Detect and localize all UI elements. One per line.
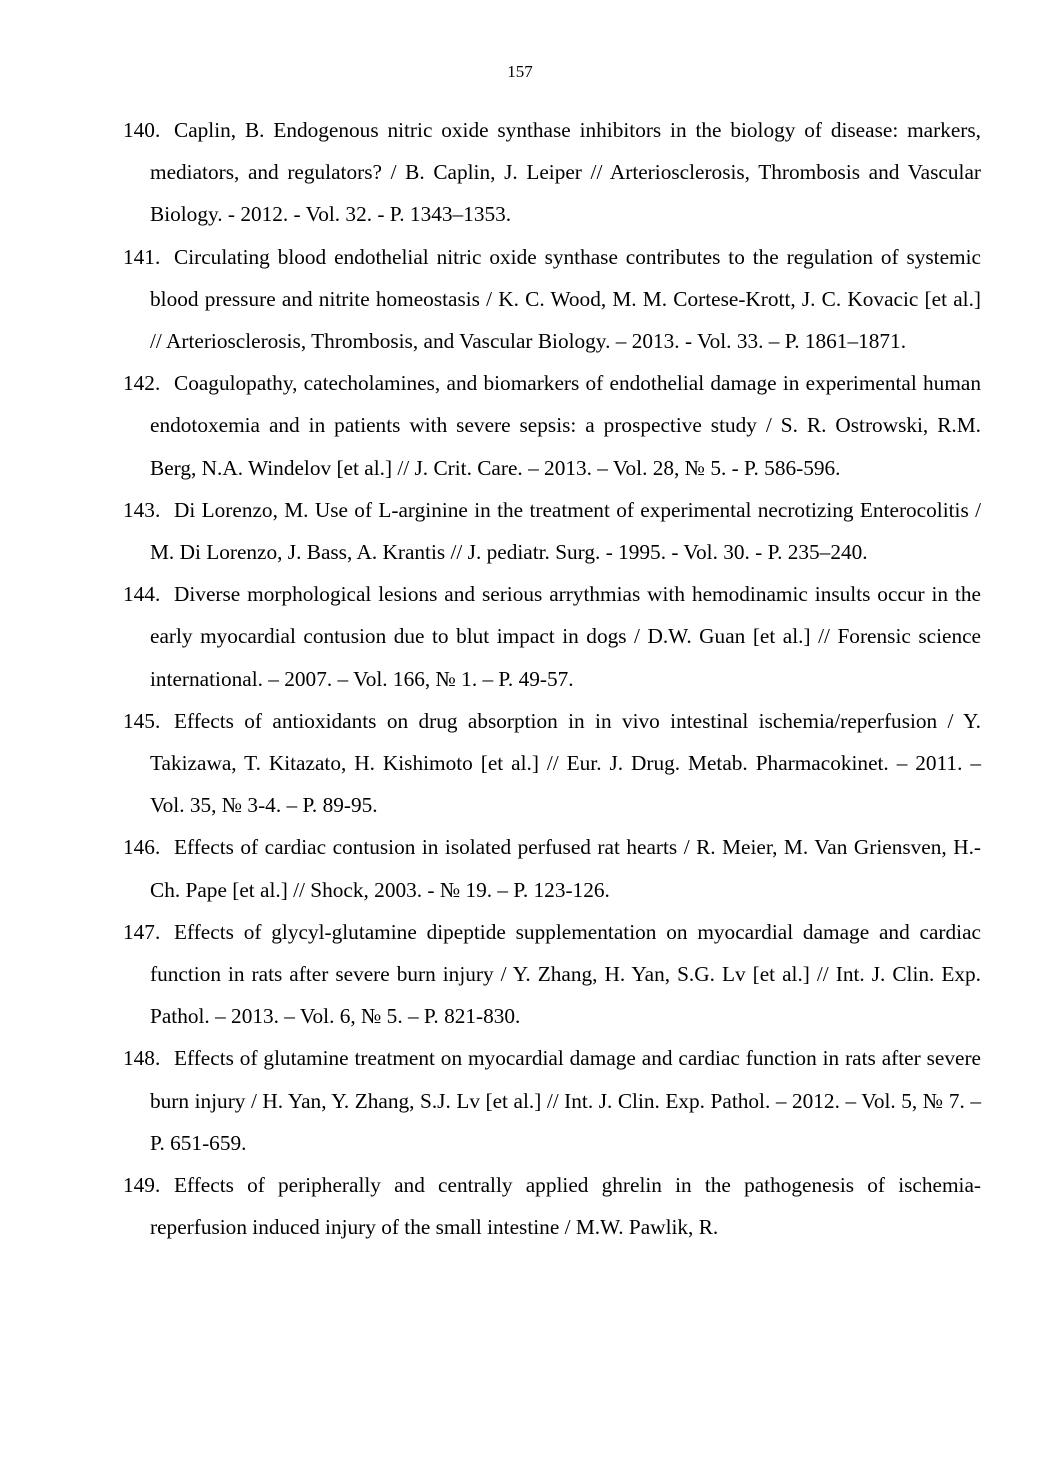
reference-list — [123, 109, 981, 1248]
reference-text: Coagulopathy, catecholamines, and biomarkers of endothelial damage in experimental human endotoxemia and in patients with severe sepsis: a prospective study / S. R. Ostrowski, R.M. Berg, N.A. Windelov [et al.] // J. Crit. Care. – 2013. – Vol. 28, № 5. - P. 586-596. — [150, 371, 981, 480]
reference-text: Effects of cardiac contusion in isolated perfused rat hearts / R. Meier, M. Van Griensven, H.-Ch. Pape [et al.] // Shock, 2003. - № 19. – P. 123-126. — [150, 835, 981, 902]
reference-number: 143. — [123, 497, 161, 522]
reference-text: Effects of glutamine treatment on myocardial damage and cardiac function in rats after severe burn injury / H. Yan, Y. Zhang, S.J. Lv [et al.] // Int. J. Clin. Exp. Pathol. – 2012. – Vol. 5, № 7. – P. 651-659. — [150, 1046, 981, 1155]
reference-number: 149. — [123, 1173, 161, 1198]
reference-number: 142. — [123, 371, 161, 396]
reference-item — [123, 1037, 981, 1164]
reference-item — [123, 573, 981, 700]
reference-text: Effects of antioxidants on drug absorption in in vivo intestinal ischemia/reperfusion / Y. Takizawa, T. Kitazato, H. Kishimoto [et al.] // Eur. J. Drug. Metab. Pharmacokinet. – 2011. – Vol. 35, № 3-4. – P. 89-95. — [150, 708, 981, 818]
reference-number: 141. — [123, 244, 161, 269]
reference-text: Caplin, B. Endogenous nitric oxide synthase inhibitors in the biology of disease: markers, mediators, and regulators? / B. Caplin, J. Leiper // Arteriosclerosis, Thrombosis and Vascular Biology. - 2012. - Vol. 32. - P. 1343–1353. — [150, 118, 981, 227]
reference-item — [123, 700, 981, 827]
page-number: 157 — [507, 62, 533, 81]
reference-number: 148. — [123, 1046, 161, 1071]
reference-number: 146. — [123, 835, 161, 860]
reference-number: 140. — [123, 118, 161, 142]
reference-number: 144. — [123, 582, 161, 607]
reference-item — [123, 236, 981, 363]
reference-item — [123, 1164, 981, 1248]
reference-text: Circulating blood endothelial nitric oxide synthase contributes to the regulation of systemic blood pressure and nitrite homeostasis / K. C. Wood, M. M. Cortese-Krott, J. C. Kovacic [et al.] // Arteriosclerosis, Thrombosis, and Vascular Biology. – 2013. - Vol. 33. – P. 1861–1871. — [150, 244, 981, 354]
reference-item — [123, 826, 981, 910]
reference-text: Effects of peripherally and centrally applied ghrelin in the pathogenesis of ischemia-reperfusion induced injury of the small intestine / M.W. Pawlik, R. — [150, 1173, 981, 1240]
reference-text: Diverse morphological lesions and serious arrythmias with hemodinamic insults occur in the early myocardial contusion due to blut impact in dogs / D.W. Guan [et al.] // Forensic science international. – 2007. – Vol. 166, № 1. – P. 49-57. — [150, 582, 981, 691]
reference-number: 147. — [123, 919, 161, 944]
reference-item — [123, 911, 981, 1038]
reference-text: Effects of glycyl-glutamine dipeptide supplementation on myocardial damage and cardiac function in rats after severe burn injury / Y. Zhang, H. Yan, S.G. Lv [et al.] // Int. J. Clin. Exp. Pathol. – 2013. – Vol. 6, № 5. – P. 821-830. — [150, 919, 981, 1029]
reference-item — [123, 489, 981, 573]
reference-number: 145. — [123, 708, 161, 733]
reference-item — [123, 362, 981, 489]
reference-item — [123, 109, 981, 236]
reference-text: Di Lorenzo, M. Use of L-arginine in the treatment of experimental necrotizing Enterocolitis / M. Di Lorenzo, J. Bass, A. Krantis // J. pediatr. Surg. - 1995. - Vol. 30. - P. 235–240. — [150, 497, 981, 565]
